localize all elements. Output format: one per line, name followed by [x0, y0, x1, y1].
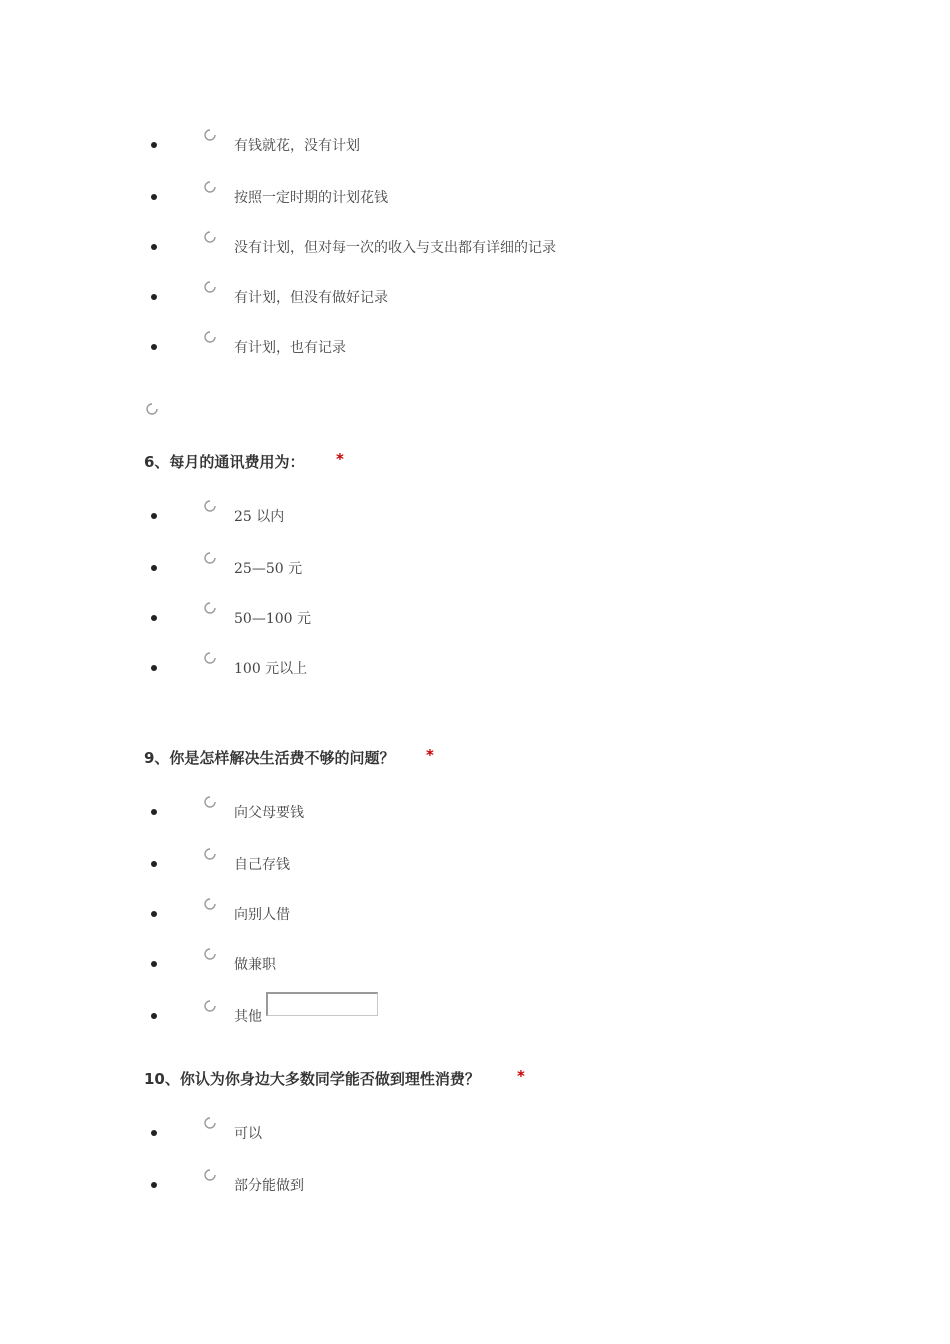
- list-bullet: [151, 1013, 157, 1019]
- radio-button[interactable]: [204, 796, 216, 808]
- radio-button[interactable]: [204, 898, 216, 910]
- list-bullet: [151, 194, 157, 200]
- option-label: 做兼职: [234, 957, 276, 973]
- question-9-title: 9、你是怎样解决生活费不够的问题？: [144, 749, 395, 767]
- list-bullet: [151, 513, 157, 519]
- radio-button[interactable]: [204, 181, 216, 193]
- radio-button[interactable]: [204, 848, 216, 860]
- option-label: 有钱就花，没有计划: [234, 138, 360, 154]
- option-label: 25 以内: [234, 509, 285, 525]
- radio-button[interactable]: [204, 281, 216, 293]
- list-bullet: [151, 809, 157, 815]
- radio-button[interactable]: [204, 500, 216, 512]
- radio-button[interactable]: [204, 602, 216, 614]
- list-bullet: [151, 1130, 157, 1136]
- radio-button[interactable]: [204, 231, 216, 243]
- option-label: 向别人借: [234, 907, 290, 923]
- radio-button[interactable]: [204, 1169, 216, 1181]
- list-bullet: [151, 244, 157, 250]
- option-label: 没有计划，但对每一次的收入与支出都有详细的记录: [234, 240, 556, 256]
- option-label: 可以: [234, 1126, 262, 1142]
- option-label: 部分能做到: [234, 1178, 304, 1194]
- question-6-title: 6、每月的通讯费用为：: [144, 453, 305, 471]
- list-bullet: [151, 294, 157, 300]
- list-bullet: [151, 344, 157, 350]
- list-bullet: [151, 142, 157, 148]
- list-bullet: [151, 961, 157, 967]
- radio-button[interactable]: [204, 552, 216, 564]
- option-label: 其他: [234, 1009, 262, 1025]
- option-label: 25—50 元: [234, 561, 303, 577]
- other-text-input[interactable]: [266, 992, 378, 1016]
- list-bullet: [151, 861, 157, 867]
- option-label: 50—100 元: [234, 611, 311, 627]
- option-label: 按照一定时期的计划花钱: [234, 190, 388, 206]
- required-marker: *: [336, 450, 344, 468]
- option-label: 自己存钱: [234, 857, 290, 873]
- radio-button[interactable]: [204, 948, 216, 960]
- radio-button[interactable]: [204, 652, 216, 664]
- list-bullet: [151, 665, 157, 671]
- option-label: 向父母要钱: [234, 805, 304, 821]
- list-bullet: [151, 565, 157, 571]
- radio-button[interactable]: [204, 1117, 216, 1129]
- list-bullet: [151, 615, 157, 621]
- radio-button[interactable]: [146, 403, 158, 415]
- option-label: 有计划，但没有做好记录: [234, 290, 388, 306]
- required-marker: *: [426, 746, 434, 764]
- radio-button[interactable]: [204, 331, 216, 343]
- option-label: 有计划，也有记录: [234, 340, 346, 356]
- option-label: 100 元以上: [234, 661, 308, 677]
- list-bullet: [151, 911, 157, 917]
- radio-button[interactable]: [204, 1000, 216, 1012]
- radio-button[interactable]: [204, 129, 216, 141]
- required-marker: *: [517, 1067, 525, 1085]
- list-bullet: [151, 1182, 157, 1188]
- question-10-title: 10、你认为你身边大多数同学能否做到理性消费？: [144, 1070, 480, 1088]
